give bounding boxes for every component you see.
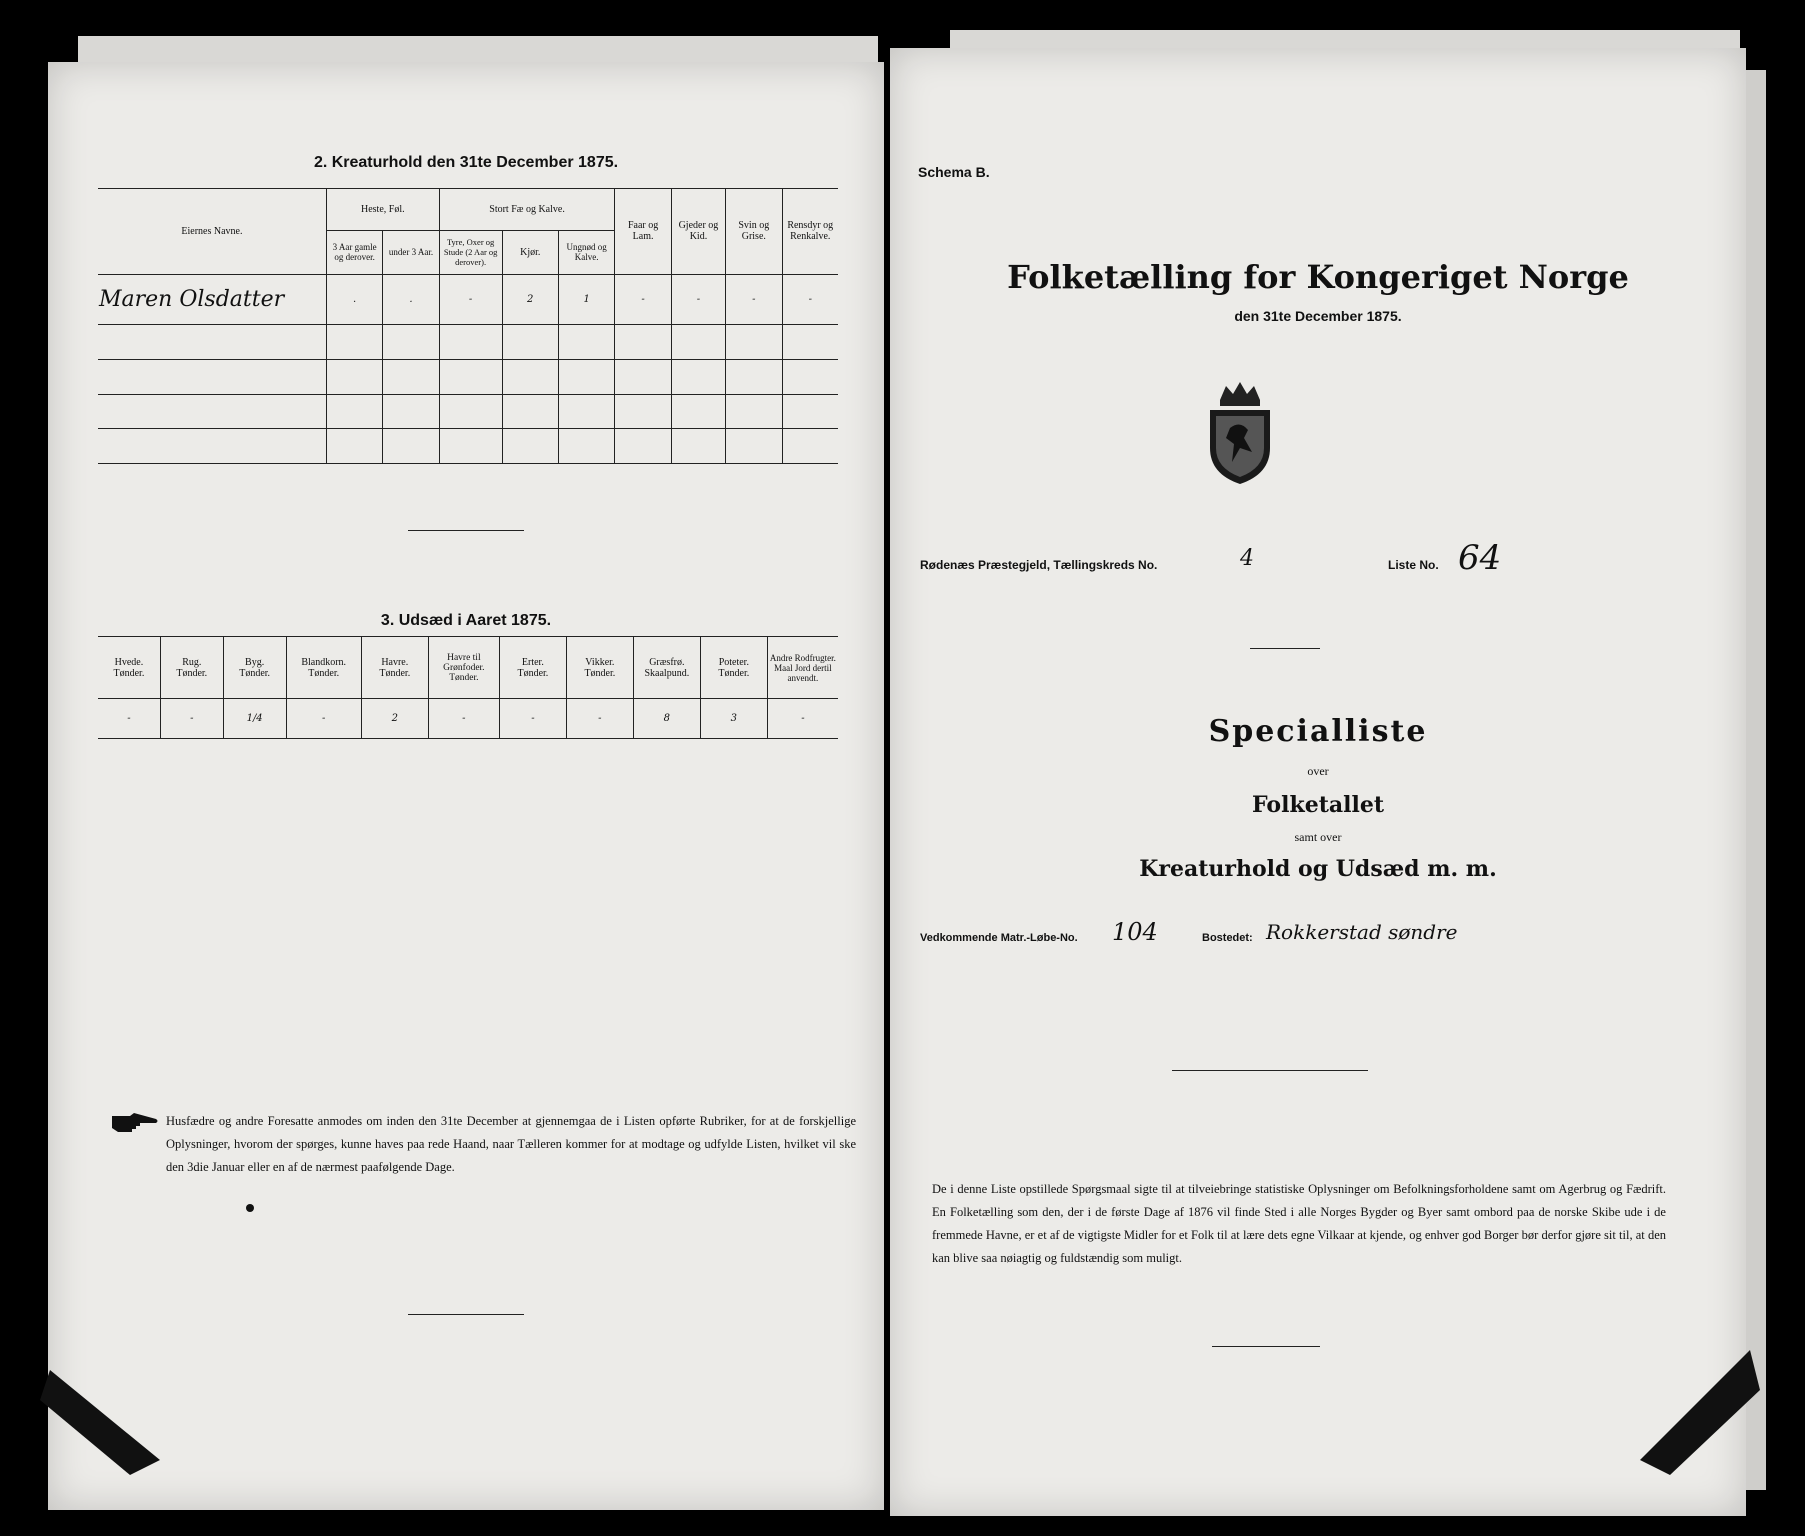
table-cell: -: [160, 699, 223, 739]
sowing-header-cell: Hvede. Tønder.: [98, 637, 160, 699]
sowing-header-cell: Vikker. Tønder.: [566, 637, 633, 699]
left-page: [48, 62, 884, 1510]
list-label: Liste No.: [1388, 558, 1439, 572]
reindeer-header: Rensdyr og Renkalve.: [782, 189, 838, 275]
sowing-header-cell: Erter. Tønder.: [499, 637, 566, 699]
table-cell: 1: [558, 274, 614, 325]
section3-title: 3. Udsæd i Aaret 1875.: [380, 612, 552, 629]
divider: [1250, 648, 1320, 649]
livestock-table: [98, 188, 838, 464]
parish-line: [920, 538, 1720, 582]
horses-under3-header: under 3 Aar.: [383, 230, 439, 274]
sowing-header-cell: Poteter. Tønder.: [700, 637, 767, 699]
table-cell: .: [383, 274, 439, 325]
list-number: 64: [1458, 538, 1502, 578]
specialliste-heading: Specialliste: [1208, 714, 1428, 749]
calves-header: Ungnød og Kalve.: [558, 230, 614, 274]
table-cell: -: [782, 274, 838, 325]
bulls-header: Tyre, Oxer og Stude (2 Aar og derover).: [439, 230, 502, 274]
table-cell: 2: [502, 274, 558, 325]
cows-header: Kjør.: [502, 230, 558, 274]
owner-header: Eiernes Navne.: [98, 189, 326, 275]
table-cell: -: [671, 274, 725, 325]
matr-line: [920, 918, 1720, 958]
matr-number: 104: [1112, 918, 1158, 946]
sheep-header: Faar og Lam.: [615, 189, 671, 275]
folketallet-heading: Folketallet: [1252, 792, 1384, 818]
table-cell: -: [726, 274, 782, 325]
right-page: [890, 48, 1746, 1516]
table-row: [98, 699, 838, 739]
bosted-value: Rokkerstad søndre: [1266, 920, 1458, 944]
section2-title: 2. Kreaturhold den 31te December 1875.: [313, 154, 619, 171]
sowing-header-cell: Græsfrø. Skaalpund.: [633, 637, 700, 699]
schema-label: Schema B.: [918, 164, 990, 180]
page-subtitle: den 31te December 1875.: [1234, 308, 1402, 324]
table-cell: -: [615, 274, 671, 325]
sowing-header-cell: Havre til Grønfoder. Tønder.: [428, 637, 499, 699]
parish-label: Rødenæs Præstegjeld, Tællingskreds No.: [920, 558, 1158, 572]
over-text: over: [1307, 764, 1329, 778]
district-number: 4: [1240, 546, 1254, 571]
intro-paragraph: De i denne Liste opstillede Spørgsmaal sigte til at tilveiebringe statistiske Oplysninger om Befolkningsforholdene samt om Agerbrug og Fædrift. En Folketælling som den, der i de første Dage af 1876 vil finde Sted i alle Norges Bygder og Byer samt ombord paa de norske Skibe ude i de fremmede Havne, er et af de vigtigste Midler for et Folk til at lære dets egne Vilkaar at kjende, og enhver god Borger bør derfor gjøre sit til, at den kan blive saa nøiagtig og fuldstændig som muligt.: [932, 1182, 1666, 1265]
page-clip-left: [40, 1360, 200, 1480]
sowing-table: [98, 636, 838, 739]
table-cell: 2: [361, 699, 428, 739]
horses-header: Heste, Føl.: [326, 189, 439, 231]
sowing-header-cell: Rug. Tønder.: [160, 637, 223, 699]
goats-header: Gjeder og Kid.: [671, 189, 725, 275]
kreatur-heading: Kreaturhold og Udsæd m. m.: [1139, 856, 1497, 882]
cattle-header: Stort Fæ og Kalve.: [439, 189, 615, 231]
coat-of-arms-icon: [1200, 378, 1280, 488]
table-cell: -: [428, 699, 499, 739]
paper-edge-right-side: [1746, 70, 1766, 1490]
pointing-hand-icon: [110, 1110, 160, 1136]
sowing-header-cell: Byg. Tønder.: [223, 637, 286, 699]
table-row: [98, 274, 838, 325]
table-cell: 1/4: [223, 699, 286, 739]
table-cell: -: [566, 699, 633, 739]
divider: [408, 1314, 524, 1315]
page-clip-right: [1600, 1340, 1760, 1480]
table-cell: -: [98, 699, 160, 739]
ink-dot: [246, 1204, 254, 1212]
table-cell: .: [326, 274, 382, 325]
table-cell: -: [767, 699, 838, 739]
bosted-label: Bostedet:: [1202, 932, 1253, 944]
pigs-header: Svin og Grise.: [726, 189, 782, 275]
table-cell: 8: [633, 699, 700, 739]
table-cell: -: [286, 699, 361, 739]
samt-over-text: samt over: [1294, 830, 1342, 844]
table-cell: 3: [700, 699, 767, 739]
table-cell: -: [499, 699, 566, 739]
notice-text: Husfædre og andre Foresatte anmodes om inden den 31te December at gjennemgaa de i Listen opførte Rubriker, for at de forskjellige Oplysninger, hvorom der spørges, kunne haves paa rede Haand, naar Tælleren kommer for at modtage og udfylde Listen, hvilket vil ske den 3die Januar eller en af de nærmest paafølgende Dage.: [166, 1114, 856, 1174]
divider: [408, 530, 524, 531]
divider: [1172, 1070, 1368, 1071]
sowing-header-cell: Andre Rodfrugter. Maal Jord dertil anvendt.: [767, 637, 838, 699]
sowing-header-cell: Blandkorn. Tønder.: [286, 637, 361, 699]
page-title: Folketælling for Kongeriget Norge: [1007, 258, 1629, 296]
matr-label: Vedkommende Matr.-Løbe-No.: [920, 932, 1078, 944]
horses-3plus-header: 3 Aar gamle og derover.: [326, 230, 382, 274]
owner-name: Maren Olsdatter: [98, 274, 326, 325]
divider: [1212, 1346, 1320, 1347]
sowing-header-cell: Havre. Tønder.: [361, 637, 428, 699]
table-cell: -: [439, 274, 502, 325]
